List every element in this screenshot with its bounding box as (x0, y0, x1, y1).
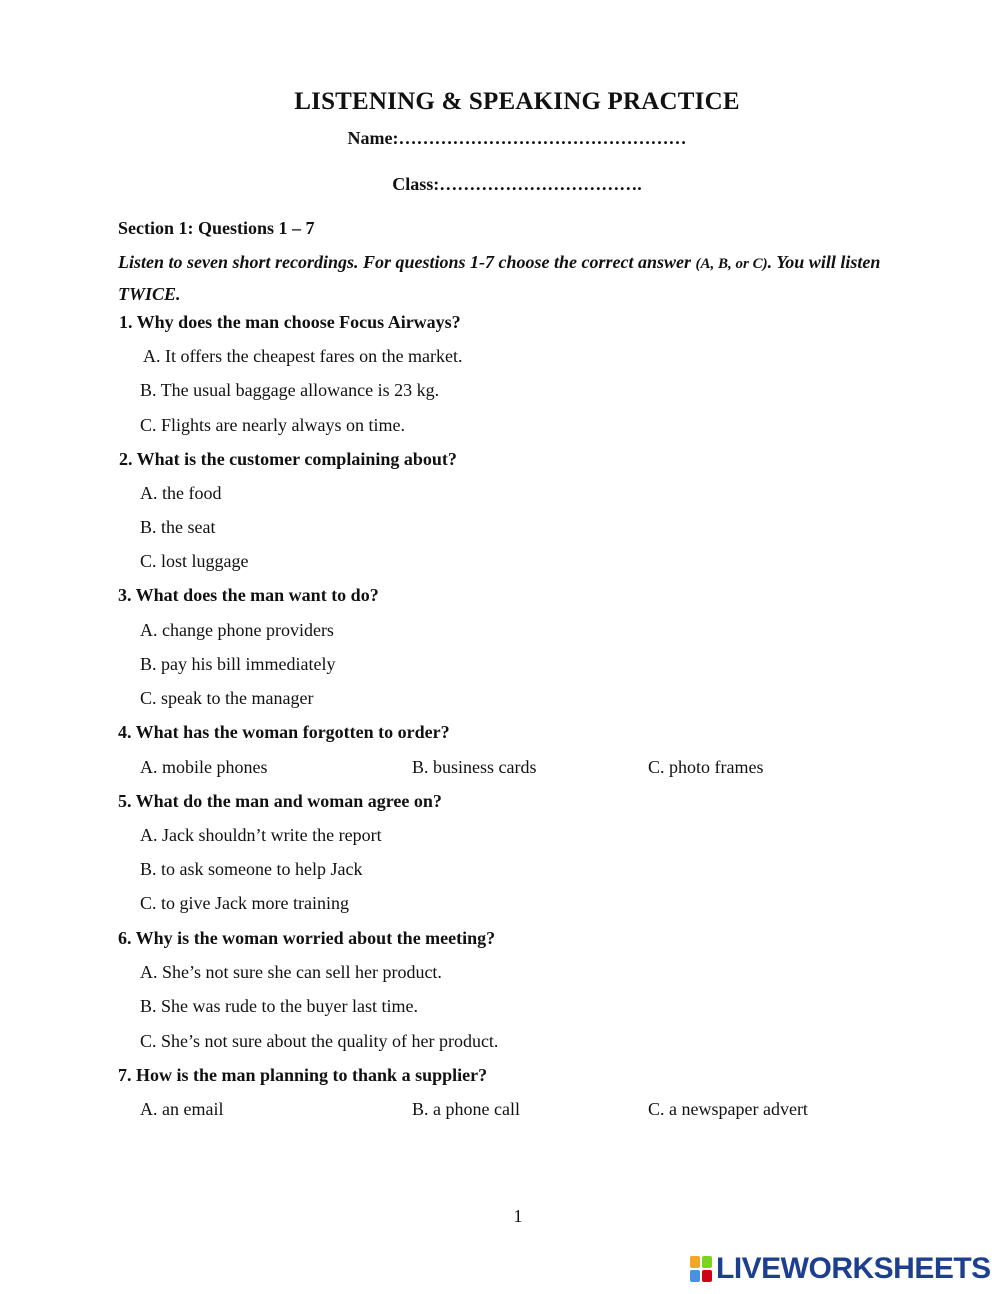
class-field: Class:……………………………. (392, 174, 642, 194)
name-field: Name:………………………………………… (347, 128, 687, 148)
brand-name: LIVEWORKSHEETS (716, 1252, 991, 1285)
question-5: 5. What do the man and woman agree on? (118, 791, 442, 811)
logo-square-3 (690, 1270, 700, 1282)
section-heading: Section 1: Questions 1 – 7 (118, 218, 315, 238)
question-5-option-c: C. to give Jack more training (140, 893, 349, 913)
question-1: 1. Why does the man choose Focus Airways? (119, 312, 461, 332)
question-4-option-c: C. photo frames (648, 757, 764, 777)
question-2: 2. What is the customer complaining about? (119, 449, 457, 469)
question-7-option-b: B. a phone call (412, 1099, 520, 1119)
question-2-option-c: C. lost luggage (140, 551, 249, 571)
section-instructions (118, 247, 928, 309)
question-6-option-a: A. She’s not sure she can sell her product. (140, 962, 442, 982)
page-title: LISTENING & SPEAKING PRACTICE (294, 88, 740, 115)
question-3-option-c: C. speak to the manager (140, 688, 314, 708)
question-4-option-b: B. business cards (412, 757, 537, 777)
question-3-option-a: A. change phone providers (140, 620, 334, 640)
question-5-option-b: B. to ask someone to help Jack (140, 859, 363, 879)
question-3-option-b: B. pay his bill immediately (140, 654, 336, 674)
logo-square-4 (702, 1270, 712, 1282)
question-4: 4. What has the woman forgotten to order? (118, 722, 450, 742)
question-4-option-a: A. mobile phones (140, 757, 268, 777)
instructions-text-2: . You will listen TWICE. (118, 252, 881, 304)
logo-square-2 (702, 1256, 712, 1268)
question-6-option-c: C. She’s not sure about the quality of her product. (140, 1031, 499, 1051)
question-1-option-b: B. The usual baggage allowance is 23 kg. (140, 380, 440, 400)
question-7: 7. How is the man planning to thank a supplier? (118, 1065, 488, 1085)
question-1-option-a: A. It offers the cheapest fares on the market. (143, 346, 463, 366)
question-3: 3. What does the man want to do? (118, 585, 379, 605)
question-5-option-a: A. Jack shouldn’t write the report (140, 825, 382, 845)
question-6-option-b: B. She was rude to the buyer last time. (140, 996, 418, 1016)
instructions-text-1: Listen to seven short recordings. For questions 1-7 choose the correct answer (118, 252, 696, 272)
question-6: 6. Why is the woman worried about the meeting? (118, 928, 496, 948)
instructions-options: (A, B, or C) (695, 256, 768, 272)
question-1-option-c: C. Flights are nearly always on time. (140, 415, 405, 435)
question-2-option-a: A. the food (140, 483, 222, 503)
page-number: 1 (513, 1206, 523, 1226)
question-7-option-a: A. an email (140, 1099, 224, 1119)
liveworksheets-brand[interactable] (690, 1252, 991, 1286)
question-7-option-c: C. a newspaper advert (648, 1099, 808, 1119)
liveworksheets-logo-icon (690, 1256, 712, 1282)
logo-square-1 (690, 1256, 700, 1268)
question-2-option-b: B. the seat (140, 517, 216, 537)
